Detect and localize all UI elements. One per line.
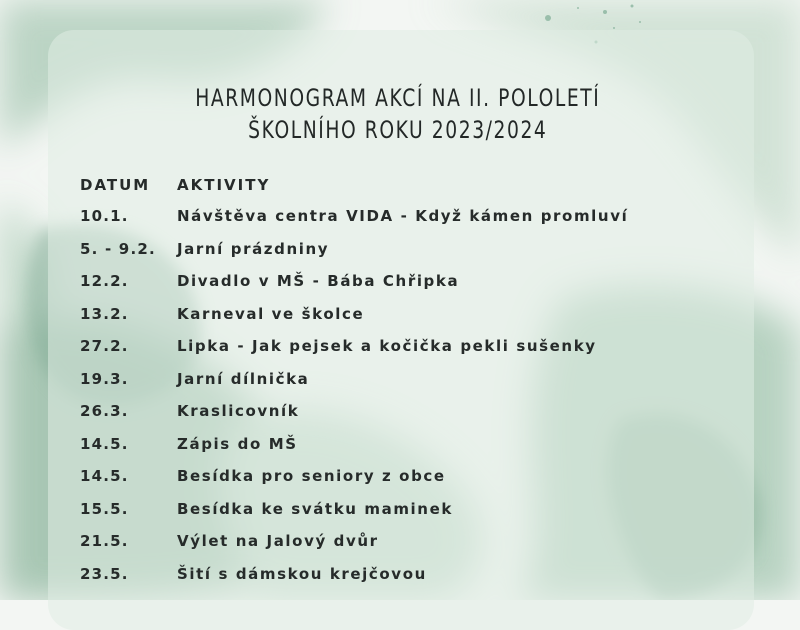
row-date: 21.5.: [80, 532, 129, 550]
table-row: [0, 435, 800, 463]
table-row: [0, 337, 800, 365]
row-activity: Besídka ke svátku maminek: [177, 499, 453, 518]
column-header-date: DATUM: [80, 176, 151, 194]
row-activity: Divadlo v MŠ - Bába Chřipka: [177, 272, 460, 290]
table-row: [0, 272, 800, 300]
table-row: [0, 240, 800, 268]
row-date: 12.2.: [80, 272, 129, 290]
row-date: 13.2.: [80, 304, 129, 323]
table-row: [0, 500, 800, 528]
row-activity: Kraslicovník: [177, 402, 300, 420]
row-activity: Výlet na Jalový dvůr: [177, 532, 379, 550]
row-activity: Návštěva centra VIDA - Když kámen promluví: [177, 207, 629, 225]
table-row: [0, 370, 800, 398]
table-row: [0, 402, 800, 430]
row-date: 26.3.: [80, 402, 129, 420]
table-row: [0, 207, 800, 235]
row-activity: Jarní prázdniny: [177, 239, 330, 258]
table-row: [0, 565, 800, 593]
row-activity: Karneval ve školce: [177, 304, 365, 323]
row-activity: Besídka pro seniory z obce: [177, 467, 446, 485]
table-row: [0, 467, 800, 495]
row-date: 14.5.: [80, 434, 129, 453]
row-date: 15.5.: [80, 499, 129, 518]
row-date: 14.5.: [80, 467, 129, 485]
table-row: [0, 305, 800, 333]
page-title: [86, 82, 710, 146]
row-date: 10.1.: [80, 207, 129, 225]
column-header-activity: AKTIVITY: [177, 176, 271, 194]
title-line-2: ŠKOLNÍHO ROKU 2023/2024: [248, 116, 548, 144]
row-date: 19.3.: [80, 369, 129, 388]
title-line-1: HARMONOGRAM AKCÍ NA II. POLOLETÍ: [195, 84, 601, 112]
row-activity: Šití s dámskou krejčovou: [177, 564, 427, 583]
row-date: 23.5.: [80, 564, 129, 583]
row-activity: Zápis do MŠ: [177, 434, 298, 453]
row-date: 5. - 9.2.: [80, 239, 156, 258]
row-activity: Lipka - Jak pejsek a kočička pekli sušenky: [177, 337, 597, 355]
table-row: [0, 532, 800, 560]
row-activity: Jarní dílnička: [177, 369, 310, 388]
row-date: 27.2.: [80, 337, 129, 355]
